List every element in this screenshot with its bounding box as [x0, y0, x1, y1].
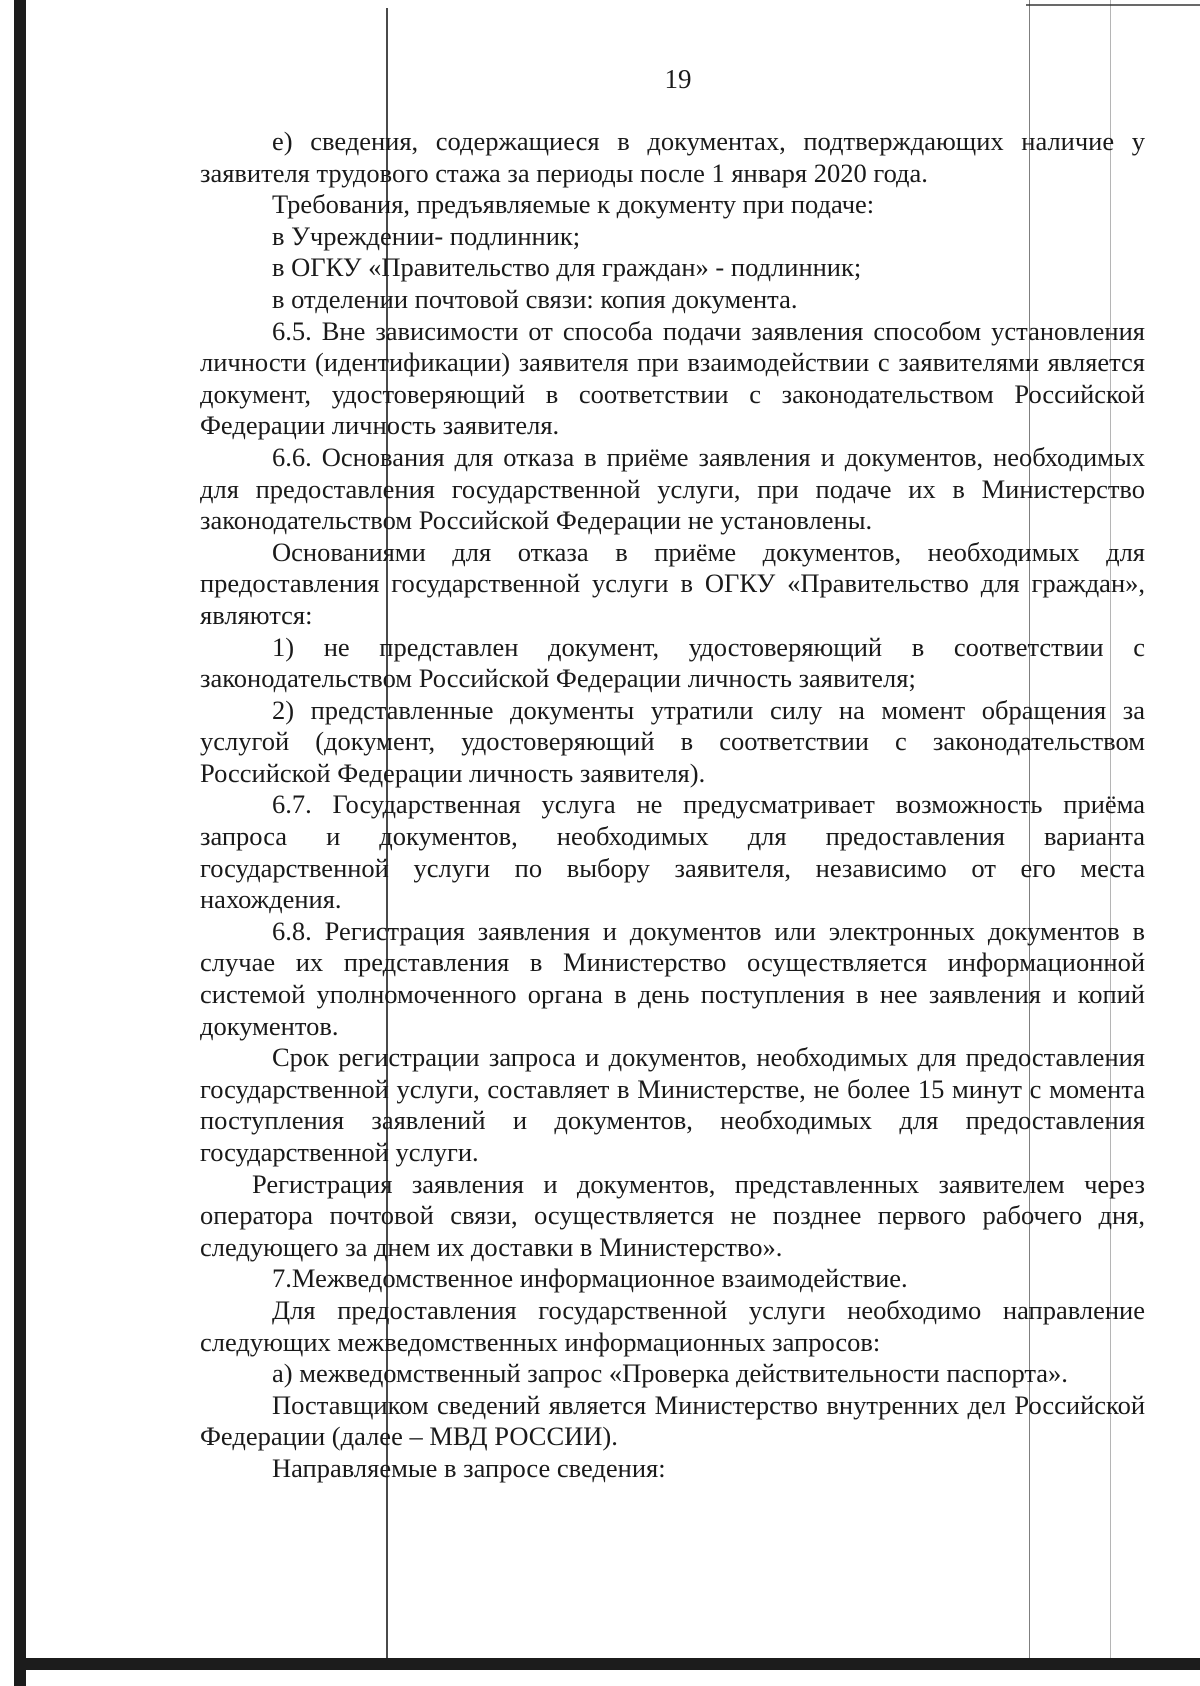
paragraph-6-8: 6.8. Регистрация заявления и документов или электронных документов в случае их представления в Министерство осуществляется информационной системой уполномоченного органа в день поступления в нее заявления и копий документов.	[200, 915, 1145, 1041]
paragraph-request-a: а) межведомственный запрос «Проверка действительности паспорта».	[272, 1358, 1068, 1389]
paragraph-request-data: Направляемые в запросе сведения:	[272, 1452, 666, 1483]
page-number: 19	[664, 64, 692, 94]
paragraph-post-office: в отделении почтовой связи: копия документа.	[272, 283, 798, 314]
paragraph-institution: в Учреждении- подлинник;	[272, 220, 581, 251]
paragraph-6-5: 6.5. Вне зависимости от способа подачи заявления способом установления личности (идентификации) заявителя при взаимодействии с заявителями является документ, удостоверяющий в соответствии с законодательством Российской Федерации личность заявителя.	[200, 315, 1145, 441]
paragraph-refusal-2: 2) представленные документы утратили силу на момент обращения за услугой (документ, удостоверяющий в соответствии с законодательством Российской Федерации личность заявителя).	[200, 694, 1145, 788]
paragraph-refusal-1: 1) не представлен документ, удостоверяющий в соответствии с законодательством Российской Федерации личность заявителя;	[200, 631, 1145, 694]
paragraph-ogku: в ОГКУ «Правительство для граждан» - подлинник;	[272, 252, 862, 283]
paragraph-6-7: 6.7. Государственная услуга не предусматривает возможность приёма запроса и документов, необходимых для предоставления варианта государственной услуги по выбору заявителя, независимо от его места нахождения.	[200, 789, 1145, 915]
paragraph-registration-term: Срок регистрации запроса и документов, необходимых для предоставления государственной услуги, составляет в Министерстве, не более 15 минут с момента поступления заявлений и документов, необходимых для предоставления государственной услуги.	[200, 1042, 1145, 1167]
paragraph-refusal-grounds: Основаниями для отказа в приёме документов, необходимых для предоставления государственной услуги в ОГКУ «Правительство для граждан», являются:	[200, 536, 1145, 630]
scan-left-edge	[14, 0, 26, 1686]
document-body	[200, 126, 1145, 1485]
paragraph-postal-registration: Регистрация заявления и документов, представленных заявителем через оператора почтовой связи, осуществляется не позднее первого рабочего дня, следующего за днем их доставки в Министерство».	[200, 1168, 1145, 1262]
paragraph-requests-intro: Для предоставления государственной услуги необходимо направление следующих межведомственных информационных запросов:	[200, 1294, 1145, 1357]
scan-bottom-edge	[26, 1658, 1200, 1670]
paragraph-6-6: 6.6. Основания для отказа в приёме заявления и документов, необходимых для предоставления государственной услуги, при подаче их в Министерство законодательством Российской Федерации не установлены.	[200, 441, 1145, 536]
paragraph-requirements: Требования, предъявляемые к документу при подаче:	[272, 189, 875, 220]
paragraph-e-info: е) сведения, содержащиеся в документах, подтверждающих наличие у заявителя трудового стажа за периоды после 1 января 2020 года.	[200, 126, 1145, 188]
scan-top-edge	[1026, 4, 1200, 6]
paragraph-supplier: Поставщиком сведений является Министерство внутренних дел Российской Федерации (далее – МВД РОССИИ).	[200, 1389, 1145, 1452]
paragraph-section-7: 7.Межведомственное информационное взаимодействие.	[272, 1263, 908, 1294]
